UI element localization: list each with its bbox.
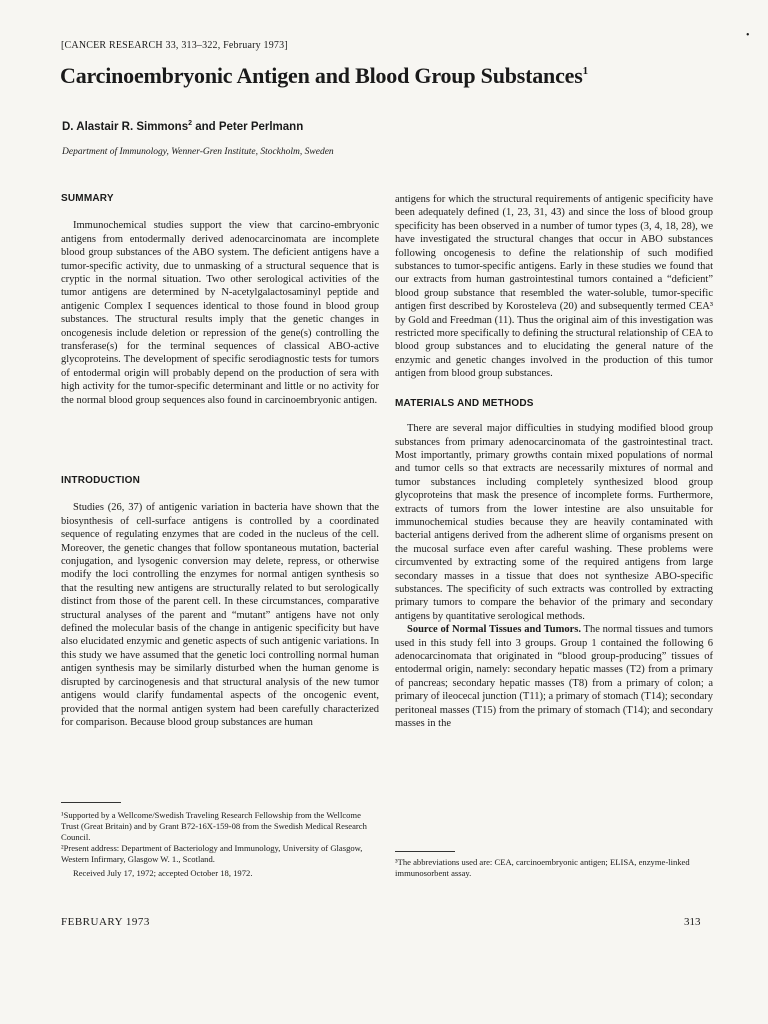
author-perlmann: Peter Perlmann bbox=[218, 121, 304, 133]
affiliation: Department of Immunology, Wenner-Gren Institute, Stockholm, Sweden bbox=[62, 147, 334, 157]
intro-continued-text: antigens for which the structural requirements of antigenic specificity have been adequately defined (1, 23, 31, 43) and since the loss of blood group specificity has been observed in a number of tumor types (3, 4, 18, 28), we have investigated the structural changes that occur in ABO substances following oncogenesis to define the relationship of such modified substances to tumor-specific antigens. Early in these studies we found that our extracts from human gastrointestinal tumors contained a “deficient” blood group substance that resembled the water-soluble, tumor-specific antigen first described by Korosteleva (20) and subsequently termed CEA³ by Gold and Freedman (11). Thus the original aim of this investigation was restricted more specifically to defining the structural relationship of CEA to blood group substances and to elucidating the general nature of the enzymic and genetic changes involved in the production of this tumor antigen from blood group substances. bbox=[395, 194, 713, 380]
summary-section bbox=[61, 192, 379, 407]
author-simmons: D. Alastair R. Simmons bbox=[62, 121, 189, 133]
footnotes-right bbox=[395, 857, 713, 879]
footnote-2: ²Present address: Department of Bacteriology and Immunology, University of Glasgow, Western Infirmary, Glasgow W. 1., Scotland. bbox=[61, 843, 363, 864]
stray-mark: • bbox=[746, 30, 750, 41]
received-date: Received July 17, 1972; accepted October 18, 1972. bbox=[73, 868, 253, 878]
title-footnote-marker: 1 bbox=[582, 65, 588, 77]
journal-reference: [CANCER RESEARCH 33, 313–322, February 1973] bbox=[61, 40, 288, 51]
article-title-text: Carcinoembryonic Antigen and Blood Group Substances bbox=[60, 63, 583, 88]
methods-text: There are several major difficulties in studying modified blood group substances from primary adenocarcinomata of the gastrointestinal tract. Most importantly, primary growths contain mixed populations of normal and tumor cells so that extracts are necessarily mixtures of normal and tumor substances including completely synthesized blood group glycoproteins that mask the presence of incomplete forms. Furthermore, extracts of tumors from the lower intestine are also unsuitable for immunochemical studies because they are heavily contaminated with bacterial antigens derived from the adherent slime of organisms present on the mucosal surface even after careful washing. These problems were circumvented by extracting some of the required antigens from large secondary masses in a tissue that does not synthesize ABO-specific substances. The specificity of such extracts was controlled by extracting primary tumors to compare the behavior of the primary and secondary antigens by quantitative serological methods. bbox=[395, 423, 713, 622]
source-runin-heading: Source of Normal Tissues and Tumors. bbox=[407, 624, 581, 636]
author-line bbox=[62, 120, 303, 133]
introduction-text: Studies (26, 37) of antigenic variation in bacteria have shown that the biosynthesis of cell-surface antigens is controlled by a coordinated sequence of regulating enzymes that are coded in the nucleus of the cell. Moreover, the genetic changes that follow spontaneous mutation, bacterial conjugation, and lysogenic conversion may delete, repress, or otherwise modify the loci controlling the enzymes for normal antigen synthesis so that the resulting new antigens are structurally related to but serologically distinct from those of the parent cell. In these circumstances, comparative structural analyses of the parent and “mutant” antigens have not only defined the molecular basis of the change in antigenic specificity but have also elucidated enzymic and genetic aspects of such antigenic variations. In this study we have assumed that the genetic loci controlling normal human antigen synthesis may be similarly disturbed when the human genome is disrupted by carcinogenesis and that structural analysis of the new tumor antigens would clarify fundamental aspects of the oncogenic event, provided that the normal antigen system had been carefully characterized for comparison. Because blood group substances are human bbox=[61, 502, 379, 728]
introduction-section bbox=[61, 474, 379, 729]
article-title bbox=[60, 63, 588, 89]
introduction-heading: INTRODUCTION bbox=[61, 475, 141, 486]
footnotes-left bbox=[61, 810, 379, 879]
page-number: 313 bbox=[684, 916, 701, 928]
source-paragraph bbox=[395, 623, 713, 730]
summary-heading: SUMMARY bbox=[61, 193, 114, 204]
summary-text: Immunochemical studies support the view that carcino-embryonic antigens from entodermally derived adenocarcinomata are incomplete blood group substances of the ABO system. The deficient antigens have a tumor-specific activity, due to unmasking of a structural sequence that is cryptic in the normal situation. Two other serological activities of the tumor antigens are determined by N-acetylgalactosaminyl peptide and antigenic Complex I sequences identical to those found in blood group substances. The structural results imply that the genetic changes in oncogenesis include deletion or repression of the gene(s) controlling the transferase(s) for the terminal sequences of classical ABO-active glycoproteins. The development of specific serodiagnostic tests for tumors of entodermal origin will probably depend on the production of sera with high activity for the tumor-specific determinant and little or no activity for the normal blood group sequences also found in carcinoembryonic antigen. bbox=[61, 220, 379, 406]
methods-heading: MATERIALS AND METHODS bbox=[395, 397, 534, 409]
footnote-3: ³The abbreviations used are: CEA, carcinoembryonic antigen; ELISA, enzyme-linked immunosorbent assay. bbox=[395, 857, 690, 878]
author-conjunction: and bbox=[192, 121, 219, 133]
footnote-rule-right bbox=[395, 851, 455, 852]
footnote-1: ¹Supported by a Wellcome/Swedish Traveling Research Fellowship from the Wellcome Trust (Great Britain) and by Grant B72-16X-159-08 from the Swedish Medical Research Council. bbox=[61, 810, 367, 842]
footnote-rule-left bbox=[61, 802, 121, 803]
author-footnote-marker: 2 bbox=[188, 120, 193, 127]
right-column bbox=[395, 193, 713, 730]
source-text: The normal tissues and tumors used in this study fell into 3 groups. Group 1 contained the following 6 adenocarcinomata that originated in “blood group-producing” tissues of entodermal origin, namely: secondary hepatic masses (T2) from a primary of pancreas; secondary hepatic masses (T8) from a primary of colon; a primary of ileocecal junction (T11); a primary of stomach (T14); secondary peritoneal masses (T15) from the primary of stomach (T14); and secondary masses in the bbox=[395, 624, 713, 730]
footer-date: FEBRUARY 1973 bbox=[61, 916, 150, 928]
